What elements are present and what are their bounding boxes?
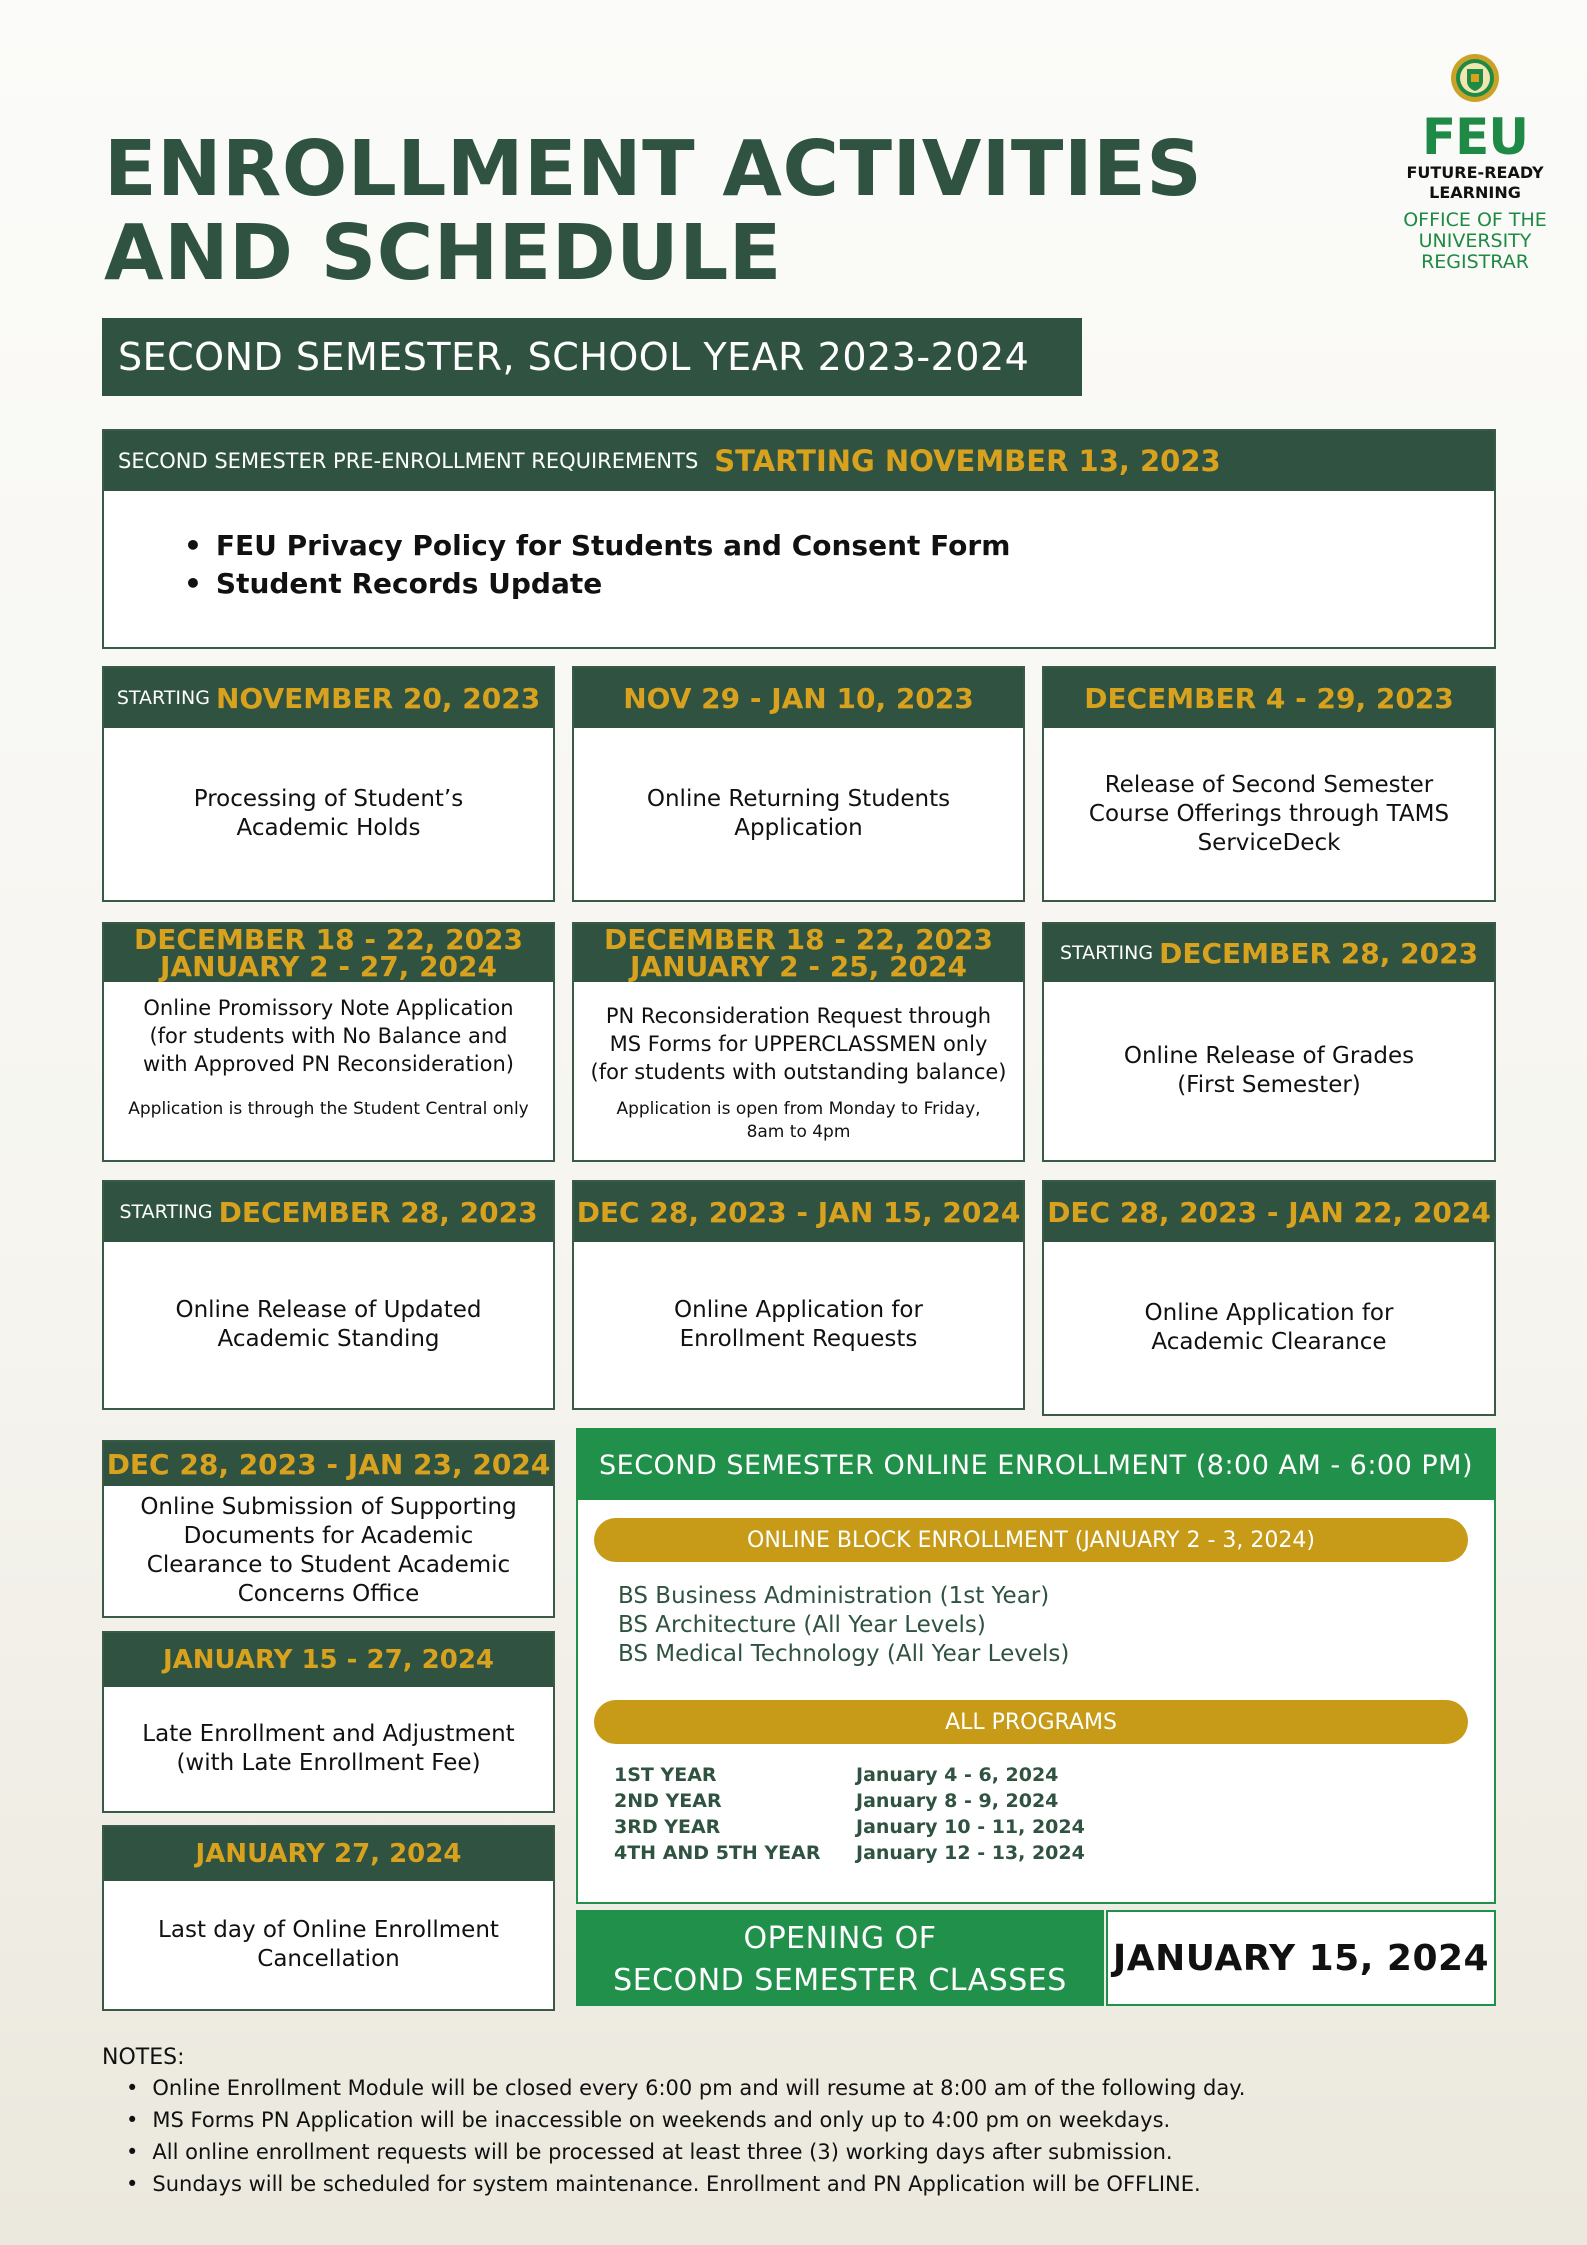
title-line-2: AND SCHEDULE <box>104 209 782 298</box>
activity-body <box>574 728 1023 900</box>
table-row <box>614 1840 1085 1866</box>
year-dates: January 4 - 6, 2024 <box>856 1764 1059 1786</box>
semester-banner: SECOND SEMESTER, SCHOOL YEAR 2023-2024 <box>102 318 1082 396</box>
office-name <box>1390 210 1560 273</box>
activity-desc: Course Offerings through TAMS <box>1088 800 1450 827</box>
starting-label: STARTING <box>116 687 210 709</box>
list-item: • MS Forms PN Application will be inaccessible on weekends and only up to 4:00 pm on weekdays. <box>126 2104 1245 2136</box>
all-programs-pill: ALL PROGRAMS <box>594 1700 1468 1744</box>
activity-desc: Online Submission of Supporting <box>140 1494 517 1520</box>
activity-desc: Academic Clearance <box>1151 1329 1387 1355</box>
year-level: 3RD YEAR <box>614 1816 721 1838</box>
activity-header <box>104 1633 553 1687</box>
activity-body <box>104 1242 553 1408</box>
activity-card-academic-standing <box>102 1180 555 1410</box>
activity-desc: with Approved PN Reconsideration) <box>143 1052 514 1076</box>
logo-tagline-1: FUTURE-READY <box>1406 163 1544 182</box>
notes-section <box>102 2044 1245 2200</box>
activity-body <box>104 1486 553 1616</box>
logo-tagline-2: LEARNING <box>1429 183 1521 202</box>
year-level: 1ST YEAR <box>614 1764 717 1786</box>
activity-body <box>104 728 553 900</box>
activity-desc: Documents for Academic <box>183 1523 474 1549</box>
activity-header <box>104 1182 553 1242</box>
activity-card-enrollment-cancellation <box>102 1825 555 2011</box>
activity-body <box>1044 1242 1494 1414</box>
activity-note: 8am to 4pm <box>746 1122 851 1142</box>
activity-body <box>104 982 553 1160</box>
activity-desc: Processing of Student’s <box>193 786 464 812</box>
office-line-3: REGISTRAR <box>1421 251 1529 273</box>
activity-note: Application is through the Student Central only <box>128 1099 529 1119</box>
activity-desc: Academic Holds <box>236 815 421 841</box>
activity-date: JANUARY 27, 2024 <box>195 1839 462 1869</box>
list-item: • Sundays will be scheduled for system maintenance. Enrollment and PN Application will be OFFLINE. <box>126 2168 1245 2200</box>
activity-date: JANUARY 2 - 25, 2024 <box>630 950 967 983</box>
activity-date: DEC 28, 2023 - JAN 15, 2024 <box>576 1195 1021 1229</box>
activity-desc: Cancellation <box>257 1946 400 1972</box>
block-programs-list <box>618 1582 1069 1669</box>
table-row <box>614 1788 1085 1814</box>
activity-desc: Online Returning Students <box>646 786 951 812</box>
activity-desc: Online Release of Updated <box>175 1297 482 1323</box>
logo-name: FEU <box>1422 108 1528 166</box>
activity-desc: Online Application for <box>674 1297 923 1323</box>
activity-header <box>104 1827 553 1881</box>
activity-desc: Online Release of Grades <box>1123 1043 1415 1069</box>
activity-card-promissory-note <box>102 922 555 1162</box>
notes-list <box>102 2072 1245 2200</box>
year-schedule <box>614 1762 1085 1866</box>
page-title <box>104 125 1203 298</box>
feu-logo <box>1390 52 1560 273</box>
activity-card-supporting-documents <box>102 1440 555 1618</box>
year-dates: January 8 - 9, 2024 <box>856 1790 1059 1812</box>
pre-enrollment-header <box>104 431 1494 491</box>
pre-enrollment-date: STARTING NOVEMBER 13, 2023 <box>714 444 1221 478</box>
activity-desc: MS Forms for UPPERCLASSMEN only <box>609 1032 988 1056</box>
starting-label: STARTING <box>1059 942 1154 964</box>
activity-date: NOV 29 - JAN 10, 2023 <box>623 681 974 715</box>
starting-label: STARTING <box>119 1201 213 1223</box>
activity-date: DECEMBER 28, 2023 <box>218 1195 538 1229</box>
activity-body <box>574 1242 1023 1408</box>
list-item: BS Architecture (All Year Levels) <box>618 1612 986 1638</box>
activity-body <box>1044 982 1494 1160</box>
activity-desc: Release of Second Semester <box>1104 771 1434 798</box>
activity-date: DECEMBER 18 - 22, 2023 <box>133 923 524 956</box>
pre-enrollment-label: SECOND SEMESTER PRE-ENROLLMENT REQUIREMENTS <box>118 449 699 473</box>
activity-date: DECEMBER 28, 2023 <box>1159 936 1479 970</box>
list-item: • Student Records Update <box>184 565 1494 603</box>
activity-header <box>1044 1182 1494 1242</box>
opening-classes-date: JANUARY 15, 2024 <box>1106 1910 1496 2006</box>
list-item: • FEU Privacy Policy for Students and Consent Form <box>184 527 1494 565</box>
activity-desc: Application <box>734 815 863 841</box>
opening-line-2: SECOND SEMESTER CLASSES <box>613 1963 1067 1998</box>
activity-desc: Online Application for <box>1144 1300 1394 1326</box>
activity-date: DECEMBER 18 - 22, 2023 <box>603 923 994 956</box>
activity-header <box>104 924 553 982</box>
activity-card-pn-reconsideration <box>572 922 1025 1162</box>
block-enrollment-pill: ONLINE BLOCK ENROLLMENT (JANUARY 2 - 3, 2024) <box>594 1518 1468 1562</box>
opening-line-1: OPENING OF <box>743 1921 937 1956</box>
activity-card-late-enrollment <box>102 1631 555 1813</box>
activity-desc: Concerns Office <box>237 1581 420 1607</box>
activity-desc: Online Promissory Note Application <box>143 996 514 1020</box>
online-enrollment-header <box>578 1430 1494 1500</box>
activity-desc: (for students with No Balance and <box>149 1024 508 1048</box>
activity-header <box>104 668 553 728</box>
activity-date: DEC 28, 2023 - JAN 23, 2024 <box>106 1447 551 1481</box>
list-item: BS Medical Technology (All Year Levels) <box>618 1641 1070 1667</box>
activity-body <box>574 982 1023 1160</box>
year-dates: January 12 - 13, 2024 <box>856 1842 1085 1864</box>
activity-body <box>104 1881 553 2009</box>
activity-header <box>574 924 1023 982</box>
feu-seal-icon <box>1449 52 1501 104</box>
activity-date: NOVEMBER 20, 2023 <box>215 681 541 715</box>
activity-body <box>1044 728 1494 900</box>
online-enrollment-title: SECOND SEMESTER ONLINE ENROLLMENT (8:00 AM - 6:00 PM) <box>599 1449 1473 1481</box>
list-item: • All online enrollment requests will be processed at least three (3) working days after submission. <box>126 2136 1245 2168</box>
activity-date: JANUARY 15 - 27, 2024 <box>162 1645 495 1675</box>
activity-header <box>1044 924 1494 982</box>
activity-header <box>574 668 1023 728</box>
activity-date: DECEMBER 4 - 29, 2023 <box>1084 681 1454 715</box>
pre-enrollment-list <box>104 491 1494 603</box>
year-level: 4TH AND 5TH YEAR <box>614 1842 821 1864</box>
activity-card-academic-holds <box>102 666 555 902</box>
activity-date: JANUARY 2 - 27, 2024 <box>160 950 497 983</box>
activity-desc: Enrollment Requests <box>679 1326 918 1352</box>
activity-desc: PN Reconsideration Request through <box>605 1004 992 1028</box>
pre-enrollment-box <box>102 429 1496 649</box>
activity-desc: Last day of Online Enrollment <box>158 1917 499 1943</box>
notes-title: NOTES: <box>102 2045 185 2070</box>
activity-desc: (First Semester) <box>1177 1072 1361 1098</box>
table-row <box>614 1762 1085 1788</box>
table-row <box>614 1814 1085 1840</box>
activity-desc: ServiceDeck <box>1197 829 1341 856</box>
list-item: • Online Enrollment Module will be closed every 6:00 pm and will resume at 8:00 am of the following day. <box>126 2072 1245 2104</box>
activity-header <box>574 1182 1023 1242</box>
activity-header <box>104 1442 553 1486</box>
year-level: 2ND YEAR <box>614 1790 722 1812</box>
activity-card-academic-clearance <box>1042 1180 1496 1416</box>
activity-card-release-grades <box>1042 922 1496 1162</box>
year-dates: January 10 - 11, 2024 <box>856 1816 1085 1838</box>
title-line-1: ENROLLMENT ACTIVITIES <box>104 125 1203 214</box>
activity-desc: (for students with outstanding balance) <box>590 1060 1007 1084</box>
online-enrollment-panel <box>576 1428 1496 1904</box>
activity-date: DEC 28, 2023 - JAN 22, 2024 <box>1047 1195 1491 1229</box>
activity-header <box>1044 668 1494 728</box>
office-line-1: OFFICE OF THE <box>1403 209 1547 231</box>
activity-card-returning-students <box>572 666 1025 902</box>
list-item: BS Business Administration (1st Year) <box>618 1583 1050 1609</box>
activity-desc: Clearance to Student Academic <box>146 1552 511 1578</box>
activity-desc: Late Enrollment and Adjustment <box>142 1721 515 1747</box>
activity-note: Application is open from Monday to Friday, <box>616 1099 981 1119</box>
opening-classes-label <box>576 1910 1104 2006</box>
activity-card-enrollment-requests <box>572 1180 1025 1410</box>
office-line-2: UNIVERSITY <box>1418 230 1532 252</box>
activity-desc: (with Late Enrollment Fee) <box>176 1750 481 1776</box>
activity-desc: Academic Standing <box>217 1326 440 1352</box>
activity-body <box>104 1687 553 1811</box>
activity-card-course-offerings <box>1042 666 1496 902</box>
